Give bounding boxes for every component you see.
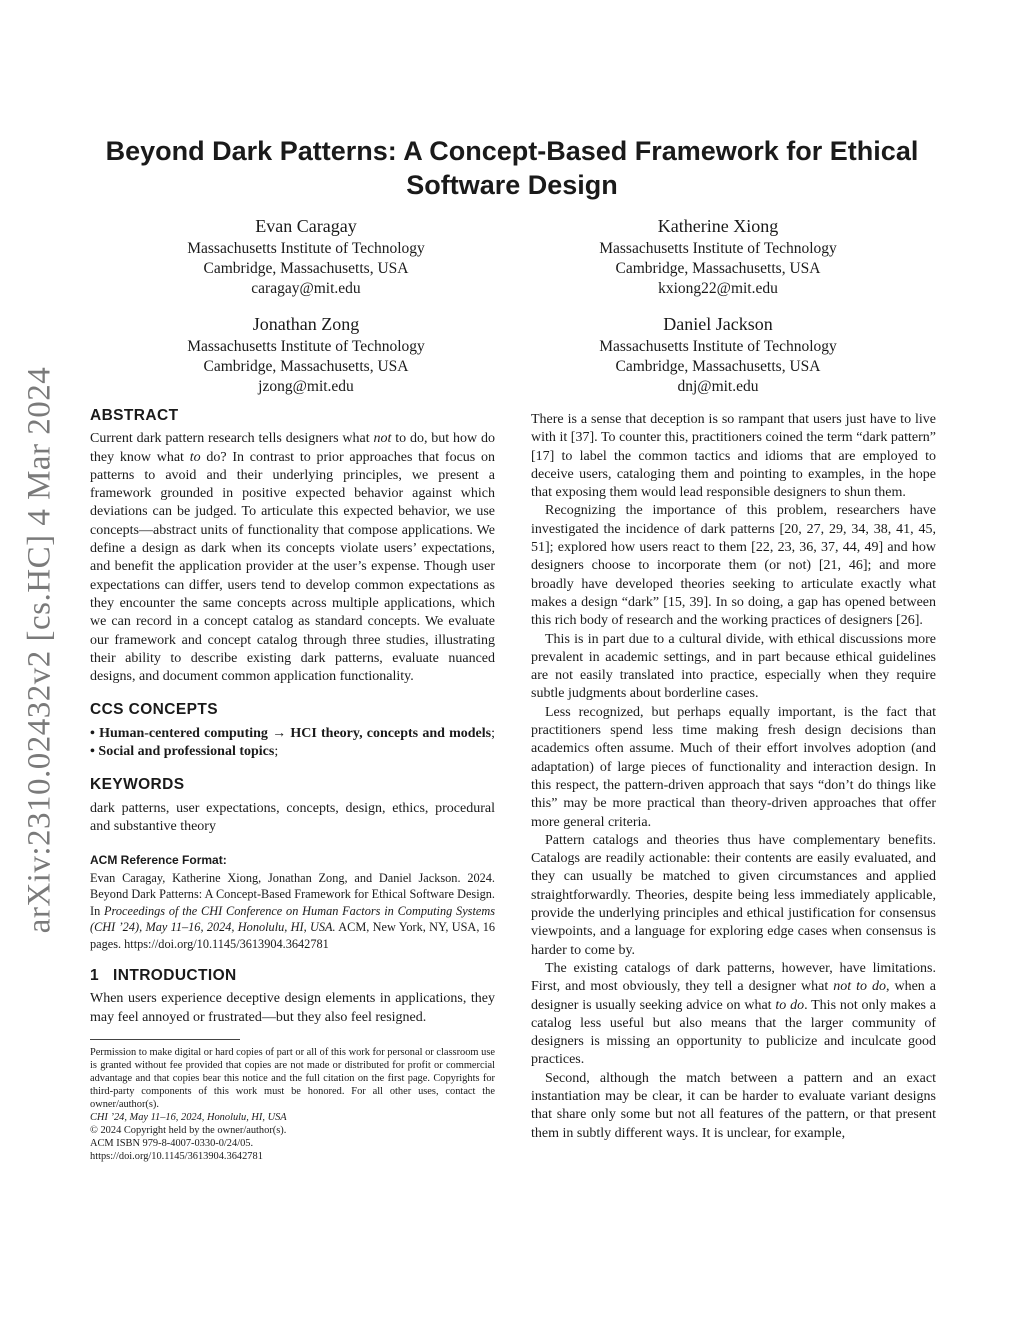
abstract-emphasis: not [373, 431, 392, 447]
author-location: Cambridge, Massachusetts, USA [615, 358, 821, 375]
author-email: caragay@mit.edu [251, 280, 361, 297]
acm-proceedings: Proceedings of the CHI Conference on Human Factors in Computing Systems (CHI ’24), May 11–16, 2024, Honolulu, HI, USA. [90, 903, 495, 935]
author-email: dnj@mit.edu [677, 378, 759, 395]
title-line-2: Software Design [406, 170, 618, 200]
body-emphasis: to do [775, 997, 805, 1013]
author-location: Cambridge, Massachusetts, USA [203, 358, 409, 375]
body-paragraph: Less recognized, but perhaps equally important, is the fact that practitioners spend less time making fresh design decisions than academics often assume. Much of their effort involves adoption (and adaptation) of large pieces of functionality and interaction design. In this respect, the pattern-driven approach that says “don’t do things like this” may be more practical than theory-driven approaches that offer more general criteria. [531, 704, 936, 830]
ccs-term: • Social and professional topics [90, 744, 275, 760]
keywords-text: dark patterns, user expectations, concepts, design, ethics, procedural and substantive theory [90, 800, 495, 834]
conference-name: CHI ’24, May 11–16, 2024, Honolulu, HI, USA [90, 1111, 287, 1123]
acm-reference-heading: ACM Reference Format: [90, 853, 227, 868]
author-block [528, 214, 908, 299]
acm-reference-text [90, 870, 495, 953]
body-paragraph: Pattern catalogs and theories thus have complementary benefits. Catalogs are readily actionable: their contents are easily evaluated, and they can usually be matched to given circumstances and applied straightforwardly. Theories, despite being less immediately applicable, provide the underlying principles and ethical justification for consensus viewpoints, and a language for exploring edge cases when consensus is harder to come by. [531, 832, 936, 958]
copyright-line: © 2024 Copyright held by the owner/author(s). [90, 1124, 287, 1136]
ccs-end: ; [274, 744, 279, 760]
author-affiliation: Massachusetts Institute of Technology [187, 240, 425, 257]
ccs-separator: ; [491, 725, 495, 741]
acm-text-part: ACM, New York, NY, USA, 16 pages. https://doi.org/10.1145/3613904.3642781 [90, 920, 495, 951]
author-name: Katherine Xiong [657, 216, 779, 236]
body-text-part: The existing catalogs of dark patterns, however, have limitations. First, and most obviously, they tell a designer what [531, 960, 936, 995]
body-paragraph: This is in part due to a cultural divide, with ethical discussions more prevalent in academic settings, and in part because ethical guidelines are not easily translated into practice, especially when they require subtle judgments about borderline cases. [531, 631, 936, 702]
abstract-section [90, 407, 495, 686]
body-text-part: , when a designer is usually seeking advice on what [531, 979, 936, 1013]
author-location: Cambridge, Massachusetts, USA [203, 260, 409, 277]
introduction-heading [90, 967, 495, 985]
abstract-heading: ABSTRACT [90, 407, 179, 424]
body-paragraph: Recognizing the importance of this problem, researchers have investigated the incidence of dark patterns [20, 27, 29, 34, 38, 41, 45, 51]; explored how users react to them [22, 23, 36, 37, 44, 49] and how designers choose to incorporate them (or not) [21, 46]; and more broadly have developed theories seeking to articulate exactly what makes a design “dark” [15, 39]. In so doing, a gap has opened between this rich body of research and the working practices of designers [26]. [531, 503, 936, 629]
abstract-text-part: to do, but how do they know what [90, 431, 495, 465]
doi-link[interactable]: https://doi.org/10.1145/3613904.3642781 [90, 1150, 263, 1162]
author-block [116, 214, 496, 299]
ccs-section [90, 701, 495, 761]
body-paragraph: Second, although the match between a pattern and an exact instantiation may be clear, it can be harder to evaluate variant designs that share only some but not all features of the pattern, or that present them in subtly different ways. It is unclear, for example, [531, 1070, 936, 1141]
arxiv-identifier: arXiv:2310.02432v2 [cs.HC] 4 Mar 2024 [21, 366, 58, 934]
intro-paragraph: When users experience deceptive design elements in applications, they may feel annoyed or frustrated—but they also feel resigned. [90, 991, 495, 1025]
conference-info [90, 1111, 495, 1124]
author-block [528, 312, 908, 397]
footnote-rule [90, 1039, 240, 1040]
title-line-1: Beyond Dark Patterns: A Concept-Based Framework for Ethical [105, 136, 919, 166]
isbn-line: ACM ISBN 979-8-4007-0330-0/24/05. [90, 1137, 254, 1149]
author-email: jzong@mit.edu [258, 378, 354, 395]
abstract-text-part: Current dark pattern research tells designers what [90, 431, 374, 447]
arxiv-sidebar [10, 340, 70, 960]
body-paragraph: There is a sense that deception is so rampant that users just have to live with it [37]. To counter this, practitioners coined the term “dark pattern” [17] to label the common tactics and idioms that are employed to deceive users, cataloging them and pointing to examples, in the hope that exposing them would lead responsible designers to shun them. [531, 412, 936, 501]
ccs-heading: CCS CONCEPTS [90, 701, 218, 719]
author-name: Daniel Jackson [663, 314, 773, 334]
acm-text-part: Evan Caragay, Katherine Xiong, Jonathan Zong, and Daniel Jackson. 2024. Beyond Dark Patterns: A Concept-Based Framework for Ethical Software Design. In [90, 870, 495, 918]
author-block [116, 312, 496, 397]
acm-reference [90, 851, 495, 952]
body-text-part: . This not only makes a catalog less useful but also means that the larger community of designers is missing an opportunity to publicize and inculcate good practices. [531, 997, 937, 1068]
section-number: 1 [90, 967, 100, 985]
author-name: Evan Caragay [255, 216, 357, 236]
body-emphasis: not to do [833, 979, 886, 995]
author-affiliation: Massachusetts Institute of Technology [187, 338, 425, 355]
keywords-section [90, 776, 495, 836]
abstract-text-part: do? In contrast to prior approaches that focus on patterns to avoid and their underlying principles, we present a framework grounded in positive expected behavior against which deviations can be judged. To articulate this expected behavior, we use concepts—abstract units of functionality that compose applications. We define a design as dark when its concepts violate users’ expectations, and benefit the application provider at the user’s expense. Though user expectations can differ, users tend to develop common expectations as they encounter the same concepts across multiple applications, which we can record in a concept catalog as standard concepts. We evaluate our framework and concept catalog through three studies, illustrating their ability to describe existing dark patterns, evaluate nuanced designs, and document common application functionality. [90, 449, 495, 685]
right-column [531, 411, 936, 1143]
ccs-term: • Human-centered computing [90, 725, 268, 741]
author-affiliation: Massachusetts Institute of Technology [599, 338, 837, 355]
author-affiliation: Massachusetts Institute of Technology [599, 240, 837, 257]
keywords-heading: KEYWORDS [90, 776, 185, 794]
section-title: INTRODUCTION [113, 967, 237, 985]
ccs-arrow: → [267, 725, 291, 741]
left-column [90, 407, 495, 1163]
abstract-text [90, 430, 495, 686]
ccs-text [90, 725, 495, 762]
paper-title [90, 134, 934, 202]
introduction-section [90, 967, 495, 1027]
footnote [90, 1046, 495, 1163]
abstract-emphasis: to [189, 449, 201, 465]
author-name: Jonathan Zong [252, 314, 360, 334]
author-email: kxiong22@mit.edu [658, 280, 778, 297]
author-location: Cambridge, Massachusetts, USA [615, 260, 821, 277]
body-paragraph [531, 960, 936, 1070]
permission-notice: Permission to make digital or hard copies of part or all of this work for personal or classroom use is granted without fee provided that copies are not made or distributed for profit or commercial advantage and that copies bear this notice and the full citation on the first page. Copyrights for third-party components of this work must be honored. For all other uses, contact the owner/author(s). [90, 1046, 495, 1110]
ccs-term: HCI theory, concepts and models [290, 725, 492, 741]
